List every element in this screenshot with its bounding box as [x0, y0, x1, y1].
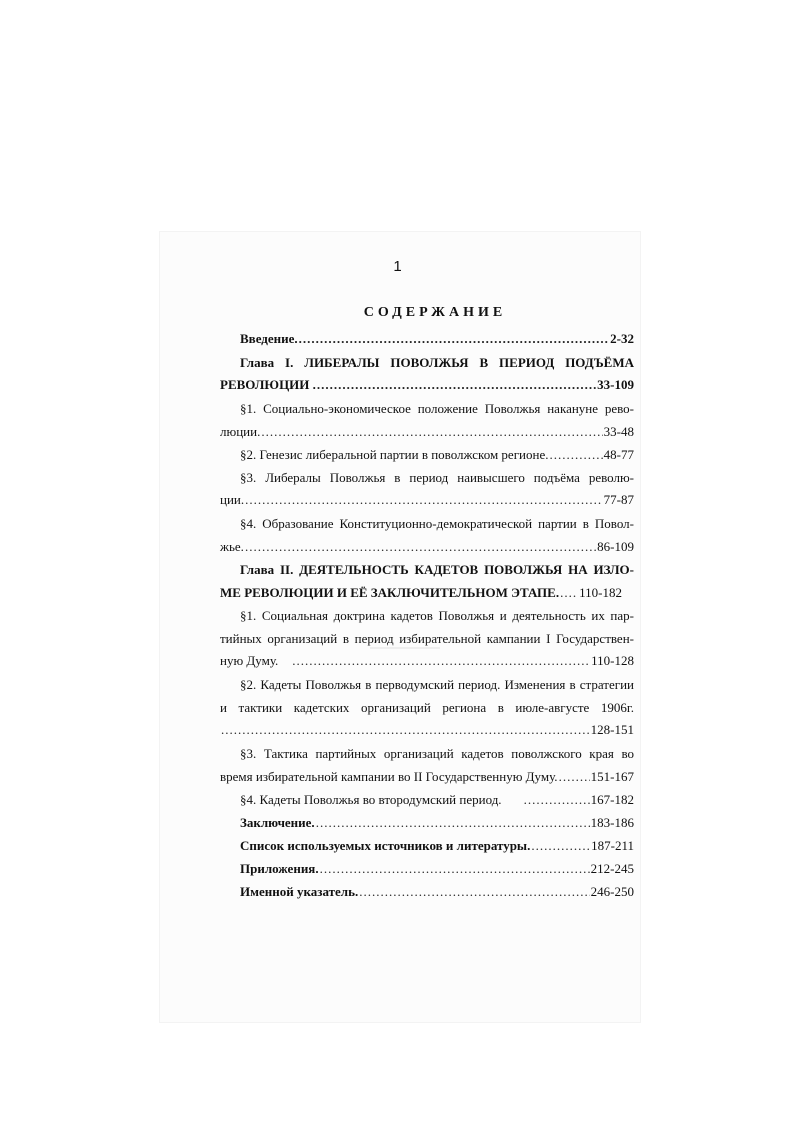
- toc-page-range: 33-48: [603, 424, 634, 439]
- toc-page-range: 212-245: [590, 861, 634, 876]
- toc-entry-ch1-s1[interactable]: [220, 424, 634, 440]
- section-text[interactable]: §1. Социально-экономическое положение Поволжья накануне рево-: [240, 401, 634, 416]
- toc-label: РЕВОЛЮЦИИ .: [220, 377, 316, 392]
- toc-leader: [560, 585, 578, 601]
- toc-label: Введение.: [240, 331, 298, 346]
- toc-page-range: 86-109: [597, 539, 634, 554]
- toc-label: Список используемых источников и литературы.: [240, 838, 531, 853]
- toc-page-range: 2-32: [610, 331, 634, 346]
- toc-leader: [359, 884, 589, 900]
- toc-entry-ch2-s1[interactable]: [220, 653, 634, 669]
- toc-page-range: 110-182: [579, 585, 622, 600]
- toc-page-range: 110-128: [591, 653, 634, 668]
- toc-leader: [316, 815, 590, 831]
- toc-entry-ch1-s3[interactable]: [220, 492, 634, 508]
- toc-label: §4. Кадеты Поволжья во втородумский период.: [240, 792, 502, 807]
- toc-label: ции.: [220, 492, 245, 507]
- toc-label: §2. Генезис либеральной партии в поволжском регионе.: [240, 447, 549, 462]
- toc-page-range: 183-186: [590, 815, 634, 830]
- toc-page-range: 187-211: [591, 838, 634, 853]
- toc-entry-ch1-s2[interactable]: [240, 447, 634, 463]
- toc-label: люции.: [220, 424, 261, 439]
- section-text[interactable]: и тактики кадетских организаций региона в июле-августе 1906г.: [220, 700, 634, 715]
- toc-entry-appendix[interactable]: [240, 861, 634, 877]
- toc-page-range: 33-109: [597, 377, 634, 392]
- toc-entry-ch2-s3[interactable]: [220, 769, 634, 785]
- toc-entry-sources[interactable]: [240, 838, 634, 854]
- toc-label: Именной указатель.: [240, 884, 359, 899]
- toc-entry-index[interactable]: [240, 884, 634, 900]
- toc-entry-chapter-2[interactable]: [220, 585, 634, 601]
- toc-entry-chapter-1[interactable]: [220, 377, 634, 393]
- toc-entry-ch2-s4[interactable]: [240, 792, 634, 808]
- toc-page-range: 48-77: [603, 447, 634, 462]
- toc-leader: [261, 424, 602, 440]
- toc-label: ную Думу.: [220, 653, 279, 668]
- toc-leader: [524, 792, 590, 808]
- toc-entry-conclusion[interactable]: [240, 815, 634, 831]
- toc-leader: [292, 653, 590, 669]
- section-text[interactable]: §1. Социальная доктрина кадетов Поволжья и деятельность их пар-: [240, 608, 634, 623]
- section-text[interactable]: §2. Кадеты Поволжья в перводумский период. Изменения в стратегии: [240, 677, 634, 692]
- toc-label: Заключение.: [240, 815, 315, 830]
- toc-leader: [559, 769, 590, 785]
- chapter-heading[interactable]: Глава II. ДЕЯТЕЛЬНОСТЬ КАДЕТОВ ПОВОЛЖЬЯ НА ИЗЛО-: [240, 562, 634, 577]
- toc-page-range: 128-151: [590, 722, 634, 737]
- toc-leader: [221, 722, 590, 738]
- section-text[interactable]: тийных организаций в период избирательной кампании I Государствен-: [220, 631, 634, 646]
- section-text[interactable]: §3. Тактика партийных организаций кадетов поволжского края во: [240, 746, 634, 761]
- toc-leader: [531, 838, 590, 854]
- toc-entry-ch2-s2[interactable]: [220, 722, 634, 738]
- toc-entry-ch1-s4[interactable]: [220, 539, 634, 555]
- toc-label: жье.: [220, 539, 244, 554]
- toc-label: время избирательной кампании во II Государственную Думу.: [220, 769, 558, 784]
- toc-label: Приложения.: [240, 861, 319, 876]
- page-title: СОДЕРЖАНИЕ: [363, 305, 507, 320]
- page-number: 1: [393, 258, 402, 275]
- section-text[interactable]: §3. Либералы Поволжья в период наивысшего подъёма револю-: [240, 470, 634, 485]
- toc-label: МЕ РЕВОЛЮЦИИ И ЕЁ ЗАКЛЮЧИТЕЛЬНОМ ЭТАПЕ.: [220, 585, 560, 600]
- toc-leader: [317, 377, 596, 393]
- toc-page-range: 77-87: [603, 492, 634, 507]
- toc-page-range: 246-250: [590, 884, 634, 899]
- toc-entry-introduction[interactable]: [240, 331, 634, 347]
- toc-leader: [245, 539, 596, 555]
- toc-leader: [299, 331, 610, 347]
- toc-leader: [549, 447, 602, 463]
- toc-page-range: 167-182: [590, 792, 634, 807]
- toc-leader: [320, 861, 590, 877]
- scan-artifact: [370, 647, 440, 649]
- toc-page-range: 151-167: [590, 769, 634, 784]
- toc-leader: [245, 492, 603, 508]
- scanned-page: [160, 232, 640, 1022]
- chapter-heading[interactable]: Глава I. ЛИБЕРАЛЫ ПОВОЛЖЬЯ В ПЕРИОД ПОДЪЁМА: [240, 355, 634, 370]
- section-text[interactable]: §4. Образование Конституционно-демократической партии в Повол-: [240, 516, 634, 531]
